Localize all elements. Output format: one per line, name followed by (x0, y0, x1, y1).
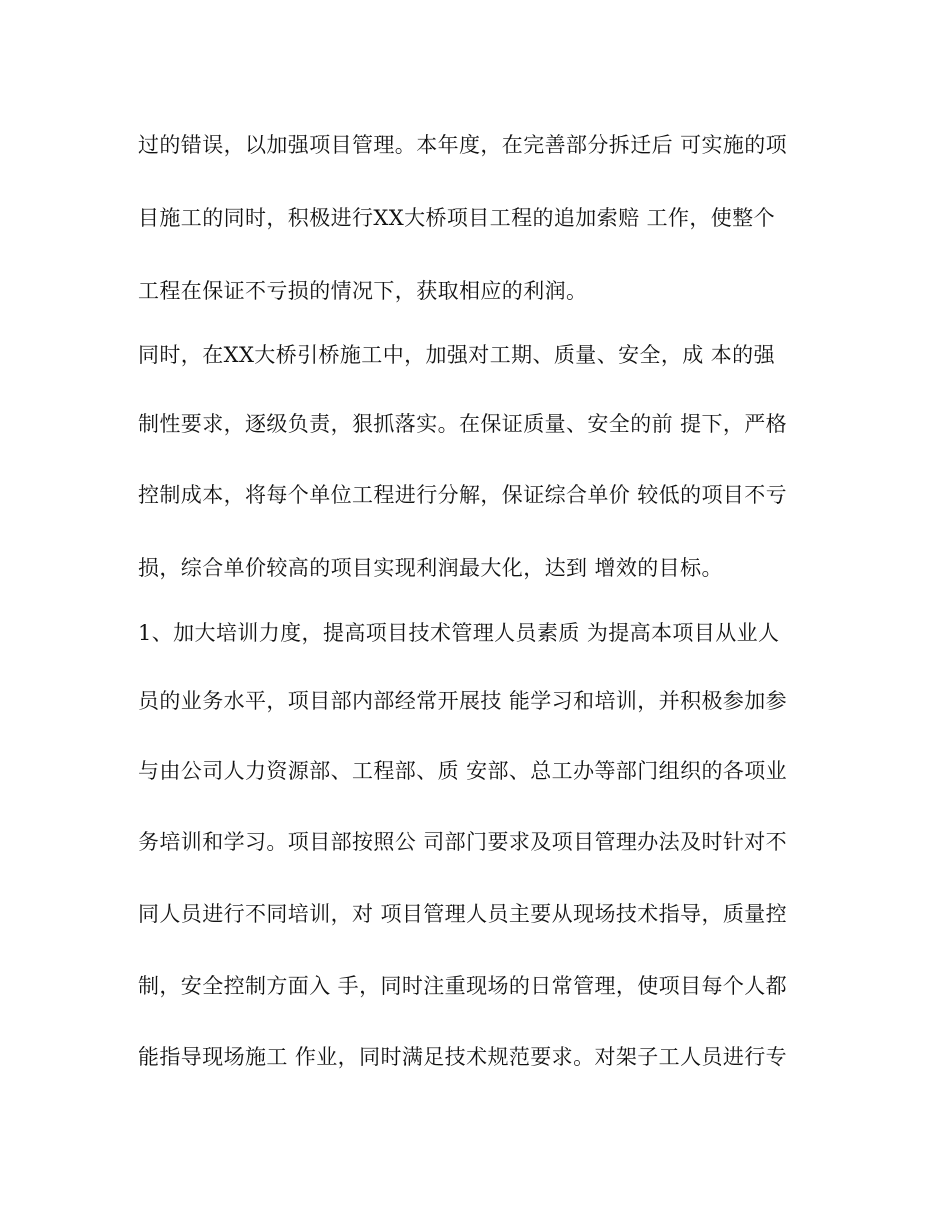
text-line-11: 务培训和学习。项目部按照公 司部门要求及项目管理办法及时针对不 (138, 830, 788, 854)
text-line-12: 同人员进行不同培训，对 项目管理人员主要从现场技术指导，质量控 (138, 902, 788, 926)
text-line-9: 员的业务水平，项目部内部经常开展技 能学习和培训，并积极参加参 (138, 689, 788, 713)
text-line-1: 过的错误，以加强项目管理。本年度，在完善部分拆迁后 可实施的项 (138, 133, 788, 157)
text-line-10: 与由公司人力资源部、工程部、质 安部、总工办等部门组织的各项业 (138, 759, 788, 783)
text-line-2: 目施工的同时，积极进行XX大桥项目工程的追加索赔 工作，使整个 (138, 206, 775, 230)
text-line-6: 控制成本，将每个单位工程进行分解，保证综合单价 较低的项目不亏 (138, 483, 788, 507)
text-line-5: 制性要求，逐级负责，狠抓落实。在保证质量、安全的前 提下，严格 (138, 412, 788, 436)
text-line-13: 制，安全控制方面入 手，同时注重现场的日常管理，使项目每个人都 (138, 974, 788, 998)
text-line-7: 损，综合单价较高的项目实现利润最大化，达到 增效的目标。 (138, 556, 723, 580)
text-line-14: 能指导现场施工 作业，同时满足技术规范要求。对架子工人员进行专 (138, 1045, 788, 1069)
text-line-4: 同时，在XX大桥引桥施工中，加强对工期、质量、安全，成 本的强 (138, 343, 775, 367)
text-line-3: 工程在保证不亏损的情况下，获取相应的利润。 (138, 279, 588, 303)
text-line-8: 1、加大培训力度，提高项目技术管理人员素质 为提高本项目从业人 (138, 621, 780, 645)
